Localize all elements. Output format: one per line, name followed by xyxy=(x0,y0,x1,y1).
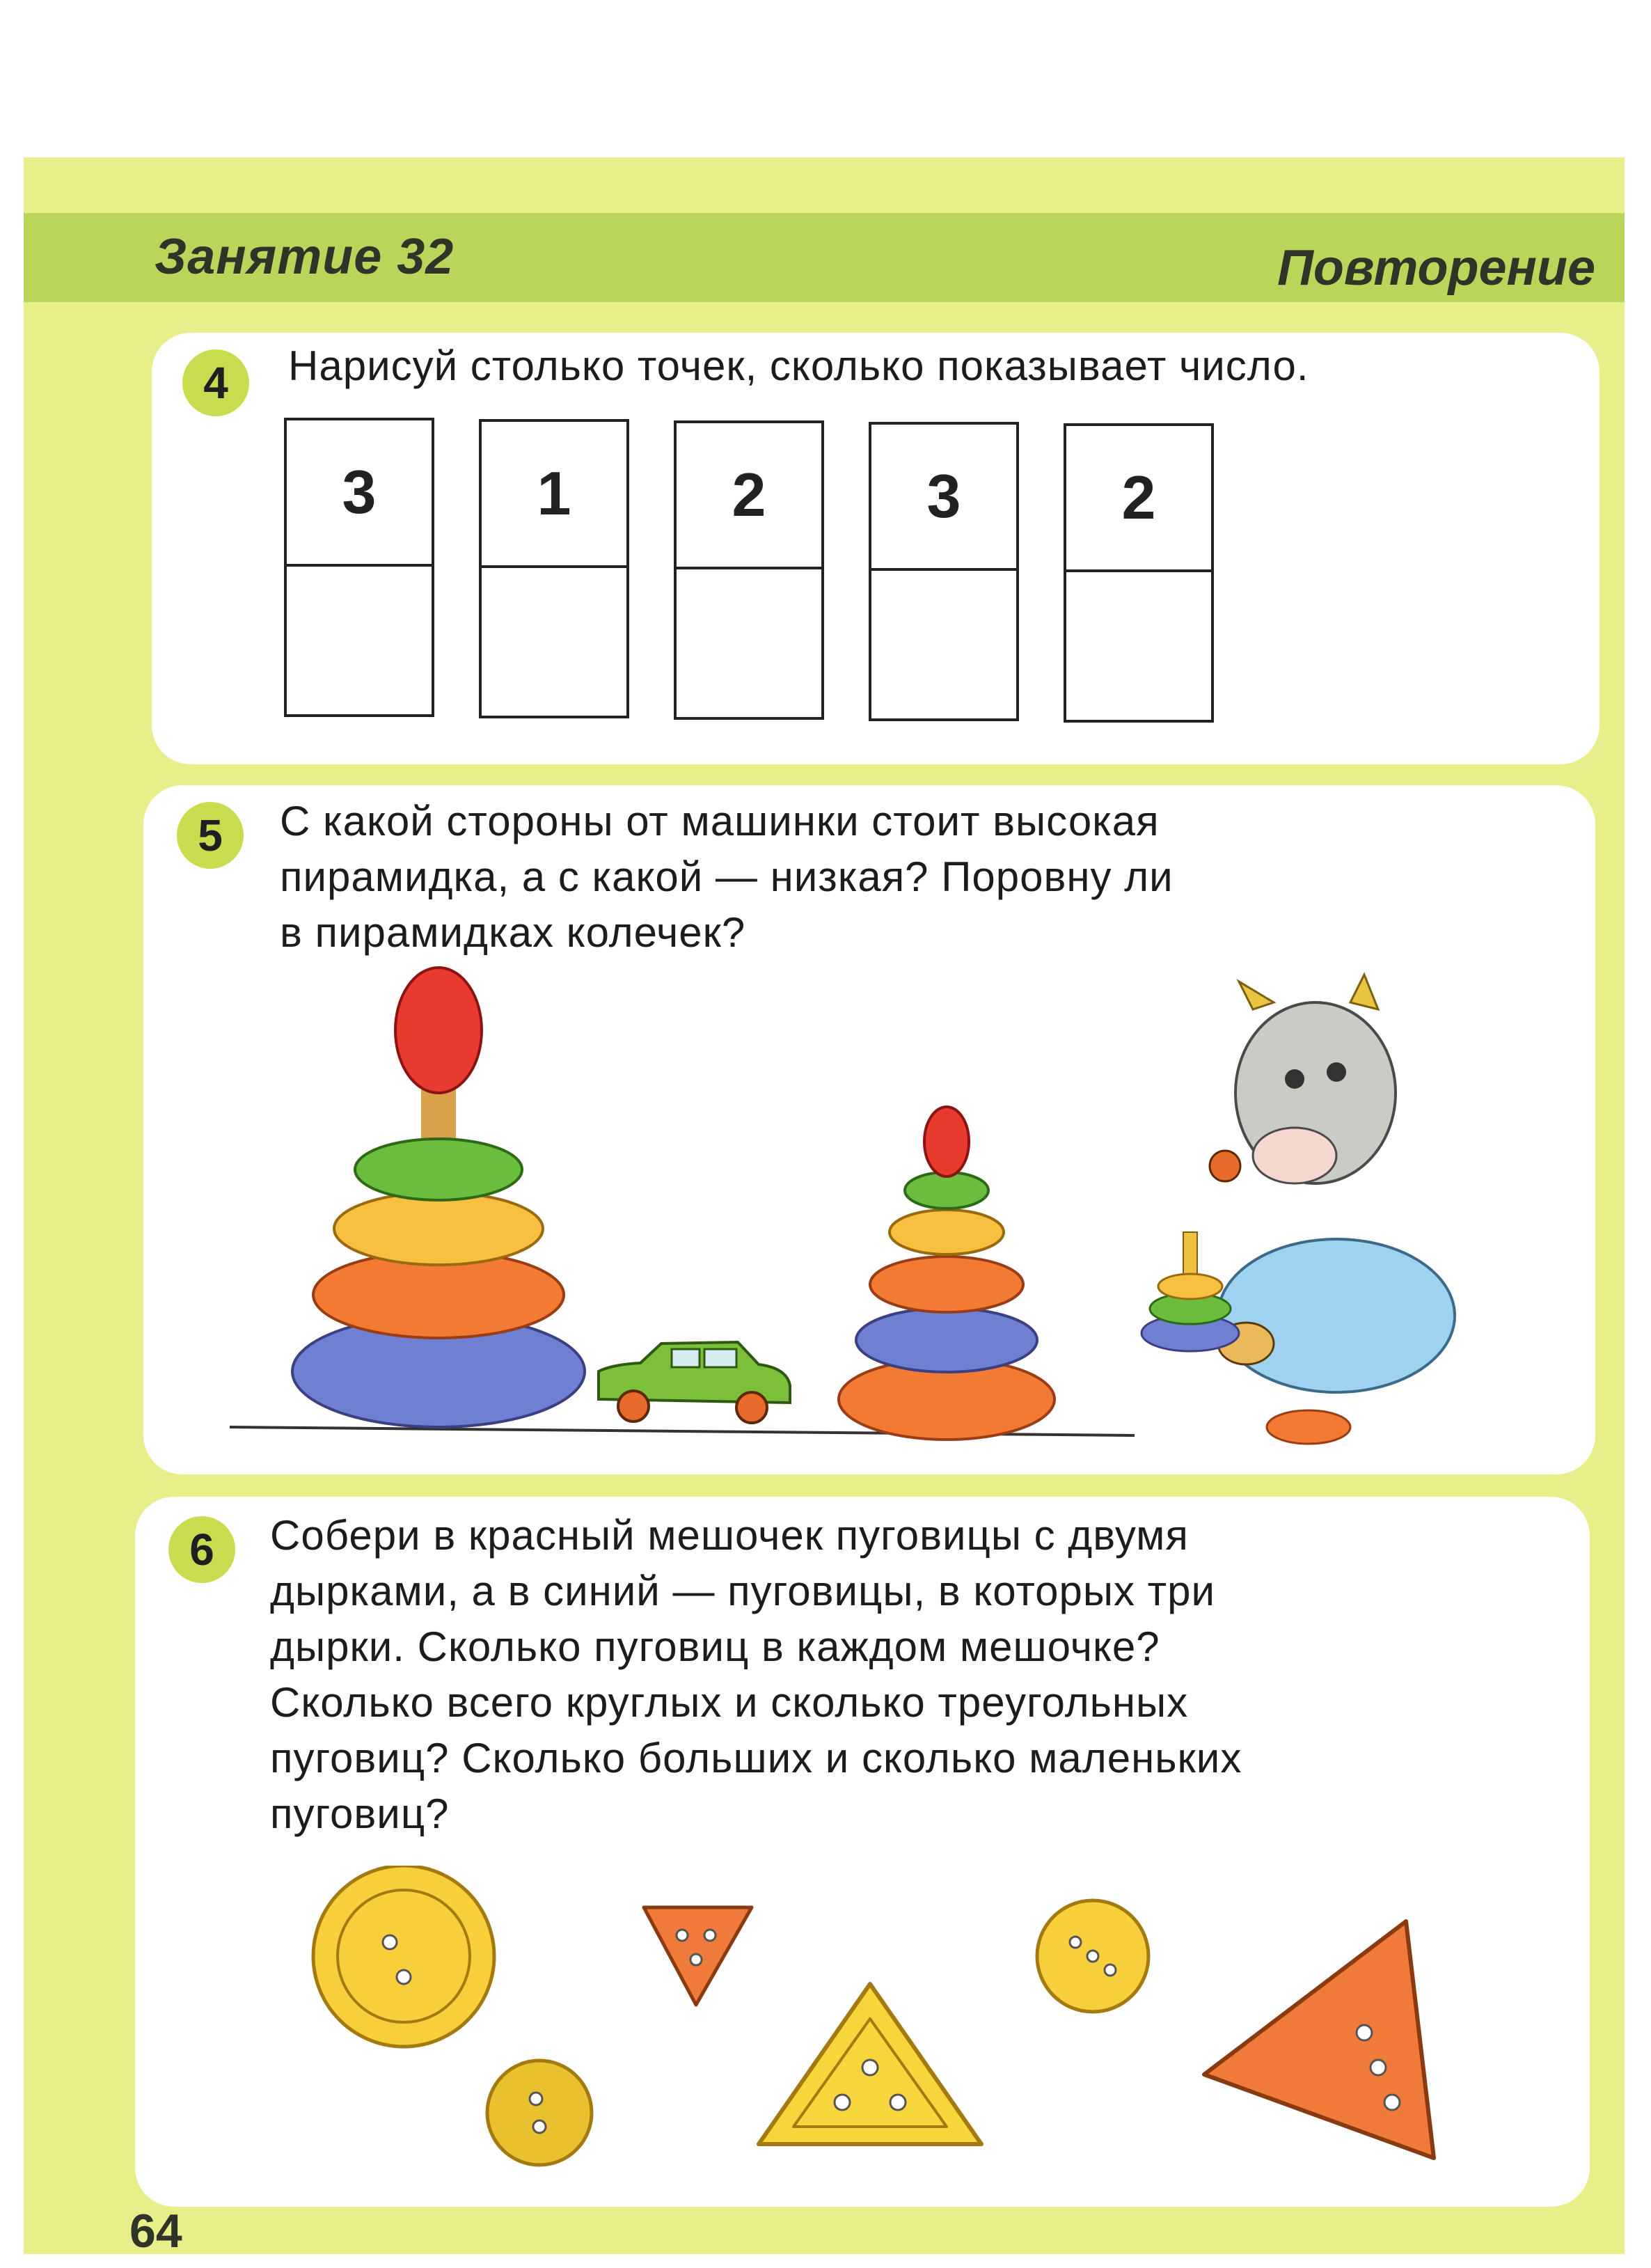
toy-car xyxy=(599,1342,790,1423)
number-box-digit: 2 xyxy=(1066,426,1211,572)
section-title: Повторение xyxy=(1277,240,1595,296)
task-5-line: в пирамидках колечек? xyxy=(280,909,746,956)
small-round-button-two-holes xyxy=(487,2061,592,2165)
number-box-digit: 3 xyxy=(287,420,432,567)
goat-figure xyxy=(1210,975,1455,1392)
short-pyramid xyxy=(839,1107,1054,1440)
number-box[interactable] xyxy=(479,419,629,718)
task-4-number-badge: 4 xyxy=(182,349,249,416)
large-triangle-button-three-holes-orange xyxy=(1204,1921,1434,2158)
number-box-digit: 1 xyxy=(482,422,626,568)
dot-drawing-area[interactable] xyxy=(871,571,1016,718)
number-box-digit: 3 xyxy=(871,425,1016,571)
task-6-line: Сколько всего круглых и сколько треугольных xyxy=(270,1679,1189,1726)
large-round-button-two-holes xyxy=(313,1866,494,2047)
task-6-line: дырками, а в синий — пуговицы, в которых три xyxy=(270,1568,1216,1614)
number-box-digit: 2 xyxy=(677,423,821,569)
lesson-title: Занятие 32 xyxy=(155,229,455,285)
number-box[interactable] xyxy=(869,422,1019,721)
task-5-number-badge: 5 xyxy=(177,802,244,869)
dot-drawing-area[interactable] xyxy=(1066,572,1211,720)
task-6-line: пуговиц? Сколько больших и сколько маленьких xyxy=(270,1735,1242,1781)
dot-drawing-area[interactable] xyxy=(287,567,432,714)
number-box[interactable] xyxy=(284,418,434,717)
task-5-line: С какой стороны от машинки стоит высокая xyxy=(280,798,1160,844)
dot-drawing-area[interactable] xyxy=(482,568,626,716)
medium-round-button-three-holes xyxy=(1037,1900,1148,2012)
task-6-number-badge: 6 xyxy=(168,1516,235,1583)
number-box[interactable] xyxy=(1064,423,1214,723)
dot-drawing-area[interactable] xyxy=(677,569,821,717)
task-6-line: дырки. Сколько пуговиц в каждом мешочке? xyxy=(270,1623,1160,1670)
tall-pyramid xyxy=(292,968,585,1427)
pyramids-illustration xyxy=(209,954,1531,1455)
number-box[interactable] xyxy=(674,420,824,720)
small-triangle-button-three-holes xyxy=(644,1907,752,2005)
task-6-line: Собери в красный мешочек пуговицы с двумя xyxy=(270,1512,1189,1559)
task-5-line: пирамидка, а с какой — низкая? Поровну ли xyxy=(280,853,1174,900)
task-6-instruction xyxy=(270,1508,1242,1842)
task-4-line: Нарисуй столько точек, сколько показывает число. xyxy=(288,342,1309,389)
task-6-line: пуговиц? xyxy=(270,1790,450,1837)
task-5-instruction xyxy=(280,794,1174,961)
buttons-illustration xyxy=(278,1866,1503,2179)
large-triangle-button-three-holes xyxy=(759,1984,981,2144)
page-number: 64 xyxy=(129,2205,182,2258)
loose-ring xyxy=(1267,1410,1350,1444)
task-4-instruction xyxy=(288,338,1309,394)
